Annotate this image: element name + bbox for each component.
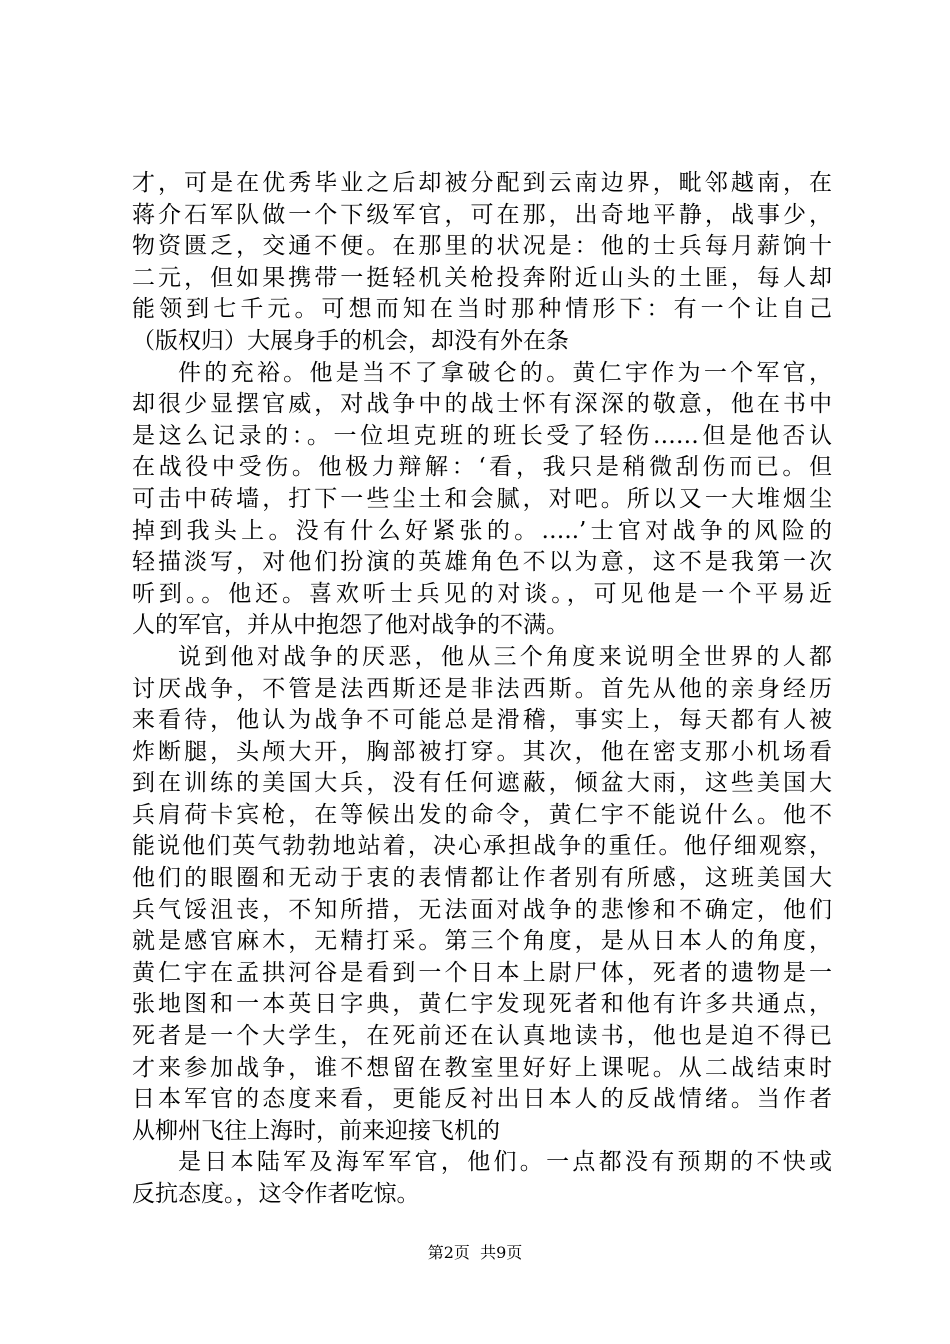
text-line: 黄仁宇在孟拱河谷是看到一个日本上尉尸体，死者的遗物是一 — [132, 959, 832, 986]
text-line: 兵气馁沮丧，不知所措，无法面对战争的悲惨和不确定，他们 — [132, 896, 832, 923]
text-line: 才，可是在优秀毕业之后却被分配到云南边界，毗邻越南，在 — [132, 170, 832, 196]
text-line: 炸断腿，头颅大开，胸部被打穿。其次，他在密支那小机场看 — [132, 738, 832, 765]
text-line: 来看待，他认为战争不可能总是滑稽，事实上，每天都有人被 — [132, 707, 832, 734]
text-line: 死者是一个大学生，在死前还在认真地读书，他也是迫不得已 — [132, 1023, 832, 1050]
page-footer — [0, 1243, 950, 1263]
text-line: 讨厌战争，不管是法西斯还是非法西斯。首先从他的亲身经历 — [132, 675, 832, 702]
text-line: 却很少显摆官威，对战争中的战士怀有深深的敬意，他在书中 — [132, 391, 832, 418]
text-line: 说到他对战争的厌恶，他从三个角度来说明全世界的人都 — [178, 643, 832, 670]
text-line: 二元，但如果携带一挺轻机关枪投奔附近山头的土匪，每人却 — [132, 264, 832, 291]
text-line: 反抗态度。，这令作者吃惊。 — [132, 1181, 420, 1207]
text-line: 才来参加战争，谁不想留在教室里好好上课呢。从二战结束时 — [132, 1054, 832, 1081]
page-number: 第2页 — [427, 1243, 470, 1262]
text-line: 能说他们英气勃勃地站着，决心承担战争的重任。他仔细观察， — [132, 833, 832, 860]
text-line: 日本军官的态度来看，更能反衬出日本人的反战情绪。当作者 — [132, 1086, 832, 1113]
paragraph — [132, 168, 832, 358]
text-line: 兵肩荷卡宾枪，在等候出发的命令，黄仁宇不能说什么。他不 — [132, 801, 832, 828]
text-line: 就是感官麻木，无精打采。第三个角度，是从日本人的角度， — [132, 928, 832, 955]
text-line: 在战役中受伤。他极力辩解：‘看，我只是稍微刮伤而已。但 — [132, 454, 832, 481]
text-line: 能领到七千元。可想而知在当时那种情形下：有一个让自己 — [132, 296, 832, 323]
text-line: 掉到我头上。没有什么好紧张的。…..’士官对战争的风险的 — [132, 517, 832, 544]
text-line: 到在训练的美国大兵，没有任何遮蔽，倾盆大雨，这些美国大 — [132, 770, 832, 797]
paragraph — [132, 642, 832, 1148]
text-line: 蒋介石军队做一个下级军官，可在那，出奇地平静，战事少， — [132, 201, 832, 228]
text-line: 轻描淡写，对他们扮演的英雄角色不以为意，这不是我第一次 — [132, 549, 832, 576]
text-line: 听到。。他还。喜欢听士兵见的对谈。，可见他是一个平易近 — [132, 580, 832, 607]
text-line: 从柳州飞往上海时，前来迎接飞机的 — [132, 1117, 500, 1144]
text-line: 张地图和一本英日字典，黄仁宇发现死者和他有许多共通点， — [132, 991, 832, 1018]
document-body — [132, 168, 832, 1211]
page-total: 共9页 — [480, 1243, 523, 1262]
text-line: 人的军官，并从中抱怨了他对战争的不满。 — [132, 612, 569, 639]
text-line: （版权归）大展身手的机会，却没有外在条 — [132, 327, 569, 354]
text-line: 他们的眼圈和无动于衷的表情都让作者别有所感，这班美国大 — [132, 865, 832, 892]
text-line: 是日本陆军及海军军官，他们。一点都没有预期的不快或 — [178, 1149, 832, 1176]
text-line: 件的充裕。他是当不了拿破仑的。黄仁宇作为一个军官， — [178, 359, 832, 386]
paragraph — [132, 358, 832, 642]
text-line: 是这么记录的：。一位坦克班的班长受了轻伤……但是他否认 — [132, 422, 832, 449]
paragraph — [132, 1147, 832, 1210]
text-line: 物资匮乏，交通不便。在那里的状况是：他的士兵每月薪饷十 — [132, 233, 832, 260]
text-line: 可击中砖墙，打下一些尘土和会腻，对吧。所以又一大堆烟尘 — [132, 485, 832, 512]
